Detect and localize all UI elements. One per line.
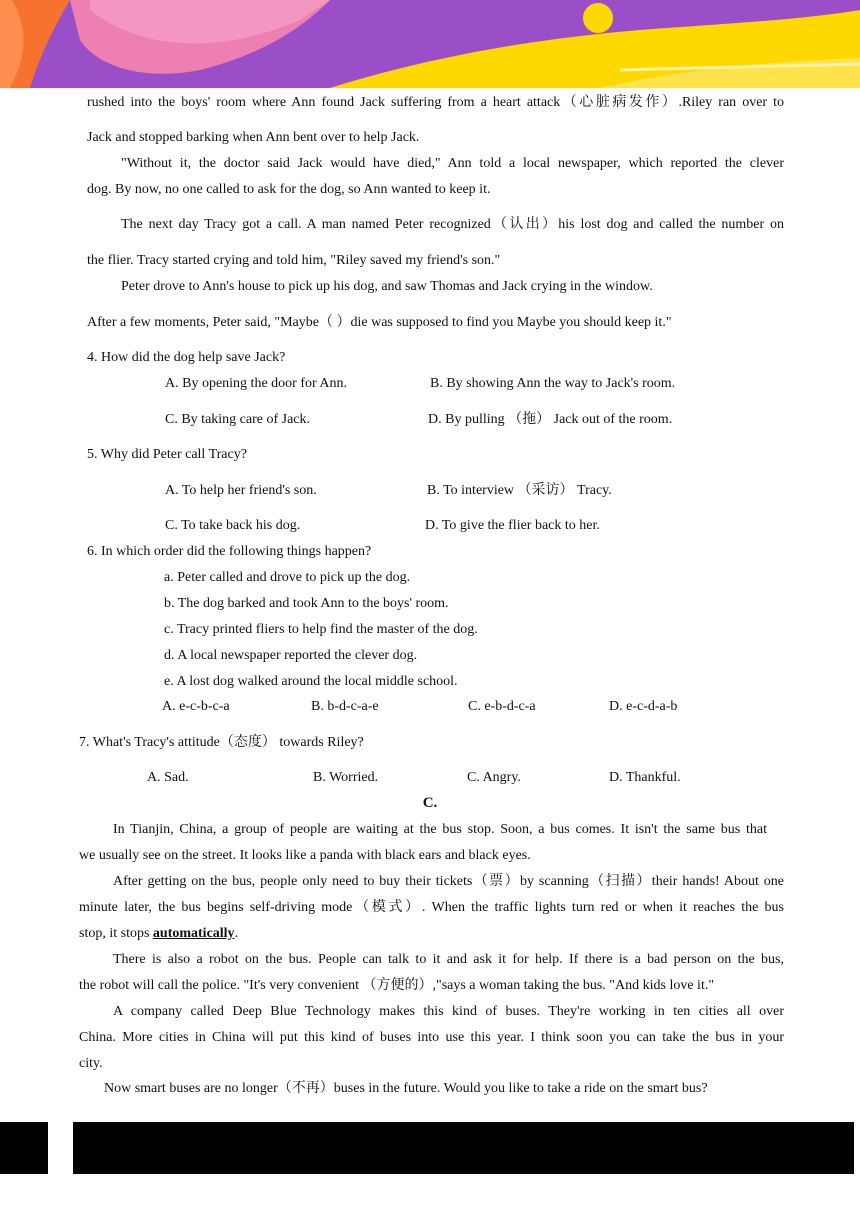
section-c-line: city. (79, 1056, 103, 1071)
question-6-option-c: C. e-b-d-c-a (468, 699, 536, 714)
question-7-option-d: D. Thankful. (609, 770, 681, 785)
question-6-event: d. A local newspaper reported the clever dog. (164, 648, 418, 663)
passage-b-line: After a few moments, Peter said, "Maybe（ ）die was supposed to find you Maybe you should keep it." (87, 315, 672, 330)
question-5-option-c: C. To take back his dog. (165, 518, 301, 533)
question-6-event: e. A lost dog walked around the local middle school. (164, 674, 458, 689)
passage-b-line: Peter drove to Ann's house to pick up his dog, and saw Thomas and Jack crying in the window. (121, 279, 653, 294)
question-5-option-a: A. To help her friend's son. (165, 483, 317, 498)
question-4-option-a: A. By opening the door for Ann. (165, 376, 347, 391)
footer-block (0, 1122, 48, 1174)
question-4-option-b: B. By showing Ann the way to Jack's room. (430, 376, 676, 391)
section-c-line: the robot will call the police. "It's very convenient （方便的）,"says a woman taking the bus. "And kids love it." (79, 978, 715, 993)
section-c-line-with-emphasis (79, 925, 238, 943)
section-c-line: A company called Deep Blue Technology makes this kind of buses. They're working in ten cities all over (113, 1004, 784, 1019)
question-5-stem: 5. Why did Peter call Tracy? (87, 447, 247, 462)
question-7-option-c: C. Angry. (467, 770, 521, 785)
section-c-line: we usually see on the street. It looks like a panda with black ears and black eyes. (79, 848, 531, 863)
section-c-line: minute later, the bus begins self-driving mode（模式）. When the traffic lights turn red or when it reaches the bus (79, 900, 784, 915)
section-c-line: There is also a robot on the bus. People can talk to it and ask it for help. If there is a bad person on the bus, (113, 952, 784, 967)
section-c-line: Now smart buses are no longer（不再）buses in the future. Would you like to take a ride on the smart bus? (104, 1081, 708, 1096)
question-5-option-b: B. To interview （采访） Tracy. (427, 483, 612, 498)
question-4-option-d: D. By pulling （拖） Jack out of the room. (428, 412, 673, 427)
passage-b-line: dog. By now, no one called to ask for the dog, so Ann wanted to keep it. (87, 182, 491, 197)
question-7-option-a: A. Sad. (147, 770, 189, 785)
passage-b-line: "Without it, the doctor said Jack would have died," Ann told a local newspaper, which reported the clever (121, 156, 784, 171)
question-6-event: c. Tracy printed fliers to help find the master of the dog. (164, 622, 478, 637)
question-6-event: a. Peter called and drove to pick up the dog. (164, 570, 411, 585)
section-c-title: C. (422, 795, 438, 811)
section-c-line: After getting on the bus, people only need to buy their tickets（票）by scanning（扫描）their hands! About one (113, 874, 784, 889)
question-6-option-d: D. e-c-d-a-b (609, 699, 678, 714)
question-6-option-b: B. b-d-c-a-e (311, 699, 379, 714)
passage-b-line: the flier. Tracy started crying and told him, "Riley saved my friend's son." (87, 253, 501, 268)
question-4-stem: 4. How did the dog help save Jack? (87, 350, 286, 365)
question-6-option-a: A. e-c-b-c-a (162, 699, 230, 714)
sentence-end: . (234, 926, 239, 941)
footer-bar (73, 1122, 854, 1174)
question-7-option-b: B. Worried. (313, 770, 379, 785)
passage-b-line: The next day Tracy got a call. A man named Peter recognized（认出）his lost dog and called the number on (121, 217, 784, 232)
passage-b-line: Jack and stopped barking when Ann bent over to help Jack. (87, 130, 420, 145)
question-7-stem: 7. What's Tracy's attitude（态度） towards Riley? (79, 735, 364, 750)
passage-b-line: rushed into the boys' room where Ann found Jack suffering from a heart attack（心脏病发作）.Riley ran over to (87, 95, 784, 110)
question-6-event: b. The dog barked and took Ann to the boys' room. (164, 596, 449, 611)
section-c-line: In Tianjin, China, a group of people are waiting at the bus stop. Soon, a bus comes. It isn't the same bus that (113, 822, 767, 837)
emphasized-word: automatically (152, 926, 235, 941)
question-5-option-d: D. To give the flier back to her. (425, 518, 600, 533)
question-4-option-c: C. By taking care of Jack. (165, 412, 311, 427)
section-c-line: stop, it stops (79, 926, 153, 941)
section-c-line: China. More cities in China will put this kind of buses into use this year. I think soon you can take the bus in your (79, 1030, 784, 1045)
question-6-stem: 6. In which order did the following things happen? (87, 544, 372, 559)
